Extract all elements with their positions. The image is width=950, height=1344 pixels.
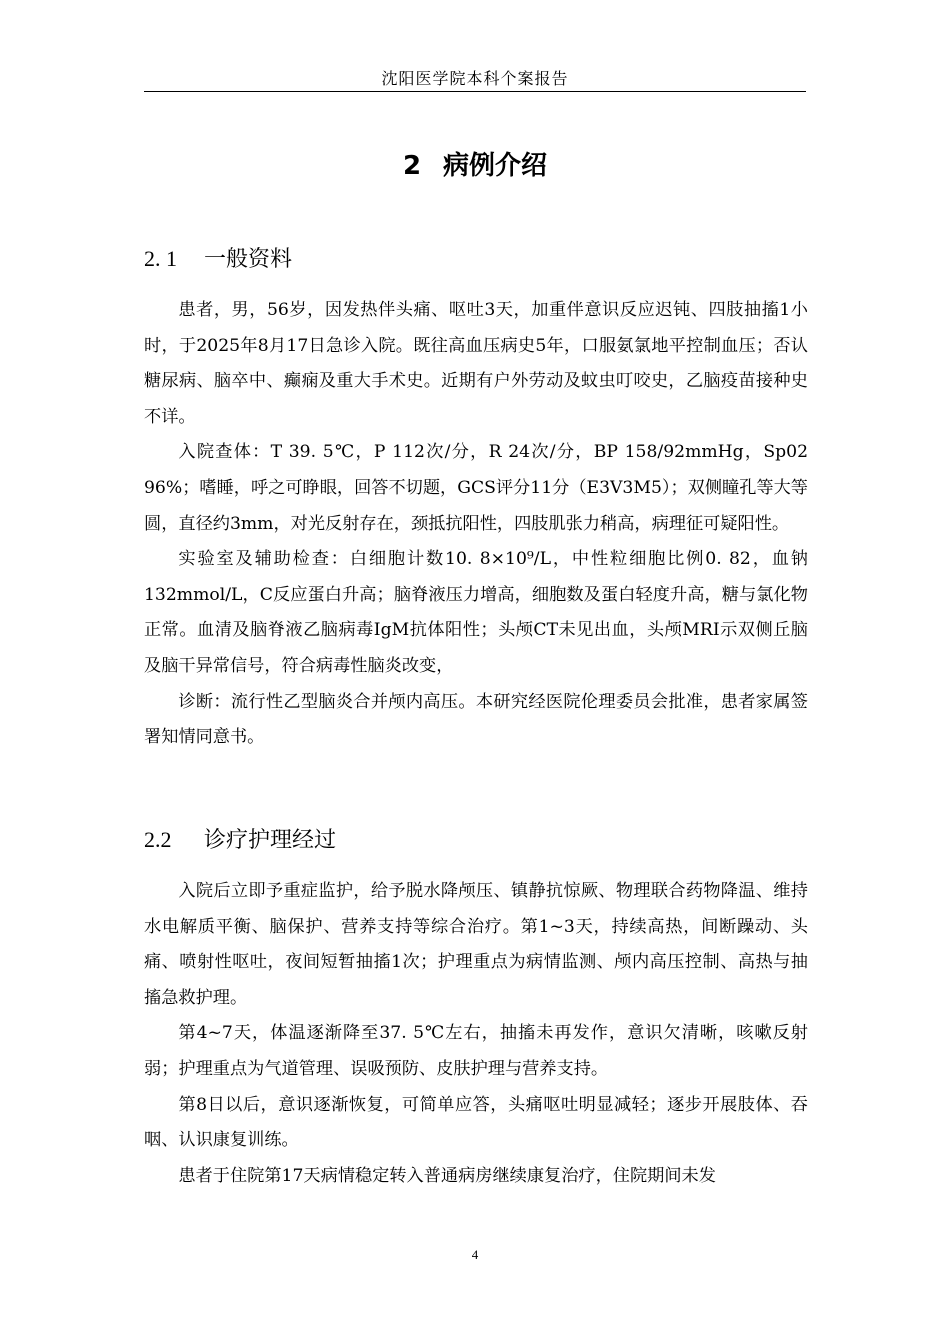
section-number: 2.2 bbox=[144, 827, 172, 852]
paragraph-physical-exam: 入院查体：T 39. 5℃，P 112次/分，R 24次/分，BP 158/92mmHg，Sp02 96%；嗜睡，呼之可睁眼，回答不切题，GCS评分11分（E3V3M5）；双侧瞳孔等大等圆，直径约3mm，对光反射存在，颈抵抗阳性，四肢肌张力稍高，病理征可疑阳性。 bbox=[144, 442, 808, 534]
section-body-2-2 bbox=[144, 874, 808, 1194]
paragraph-initial-treatment: 入院后立即予重症监护，给予脱水降颅压、镇静抗惊厥、物理联合药物降温、维持水电解质平衡、脑保护、营养支持等综合治疗。第1~3天，持续高热，间断躁动、头痛、喷射性呕吐，夜间短暂抽搐1次；护理重点为病情监测、颅内高压控制、高热与抽搐急救护理。 bbox=[144, 881, 808, 1008]
section-body-2-1 bbox=[144, 293, 808, 756]
paragraph-diagnosis: 诊断：流行性乙型脑炎合并颅内高压。本研究经医院伦理委员会批准，患者家属签署知情同意书。 bbox=[144, 691, 808, 748]
paragraph-general-info: 患者，男，56岁，因发热伴头痛、呕吐3天，加重伴意识反应迟钝、四肢抽搐1小时，于2025年8月17日急诊入院。既往高血压病史5年，口服氨氯地平控制血压；否认糖尿病、脑卒中、癫痫及重大手术史。近期有户外劳动及蚊虫叮咬史，乙脑疫苗接种史不详。 bbox=[144, 300, 808, 427]
section-title: 诊疗护理经过 bbox=[204, 828, 337, 853]
paragraph-day-4-7: 第4~7天，体温逐渐降至37. 5℃左右，抽搐未再发作，意识欠清晰，咳嗽反射弱；护理重点为气道管理、误吸预防、皮肤护理与营养支持。 bbox=[144, 1023, 808, 1079]
chapter-title bbox=[144, 148, 806, 184]
page-number: 4 bbox=[471, 1247, 479, 1262]
section-heading-2-2 bbox=[144, 824, 806, 857]
paragraph-day-8-onward: 第8日以后，意识逐渐恢复，可简单应答，头痛呕吐明显减轻；逐步开展肢体、吞咽、认识康复训练。 bbox=[144, 1094, 808, 1151]
section-title: 一般资料 bbox=[204, 247, 293, 272]
running-header: 沈阳医学院本科个案报告 bbox=[381, 69, 569, 88]
section-number: 2. 1 bbox=[144, 246, 177, 271]
chapter-number: 2 bbox=[402, 151, 422, 181]
paragraph-transfer: 患者于住院第17天病情稳定转入普通病房继续康复治疗，住院期间未发 bbox=[178, 1165, 716, 1186]
section-heading-2-1 bbox=[144, 243, 806, 276]
paragraph-lab-tests: 实验室及辅助检查：白细胞计数10. 8×10⁹/L，中性粒细胞比例0. 82，血钠132mmol/L，C反应蛋白升高；脑脊液压力增高，细胞数及蛋白轻度升高，糖与氯化物正常。血清及脑脊液乙脑病毒IgM抗体阳性；头颅CT未见出血，头颅MRI示双侧丘脑及脑干异常信号，符合病毒性脑炎改变， bbox=[144, 549, 808, 676]
chapter-title-text: 病例介绍 bbox=[443, 151, 548, 181]
header-rule bbox=[144, 91, 806, 92]
